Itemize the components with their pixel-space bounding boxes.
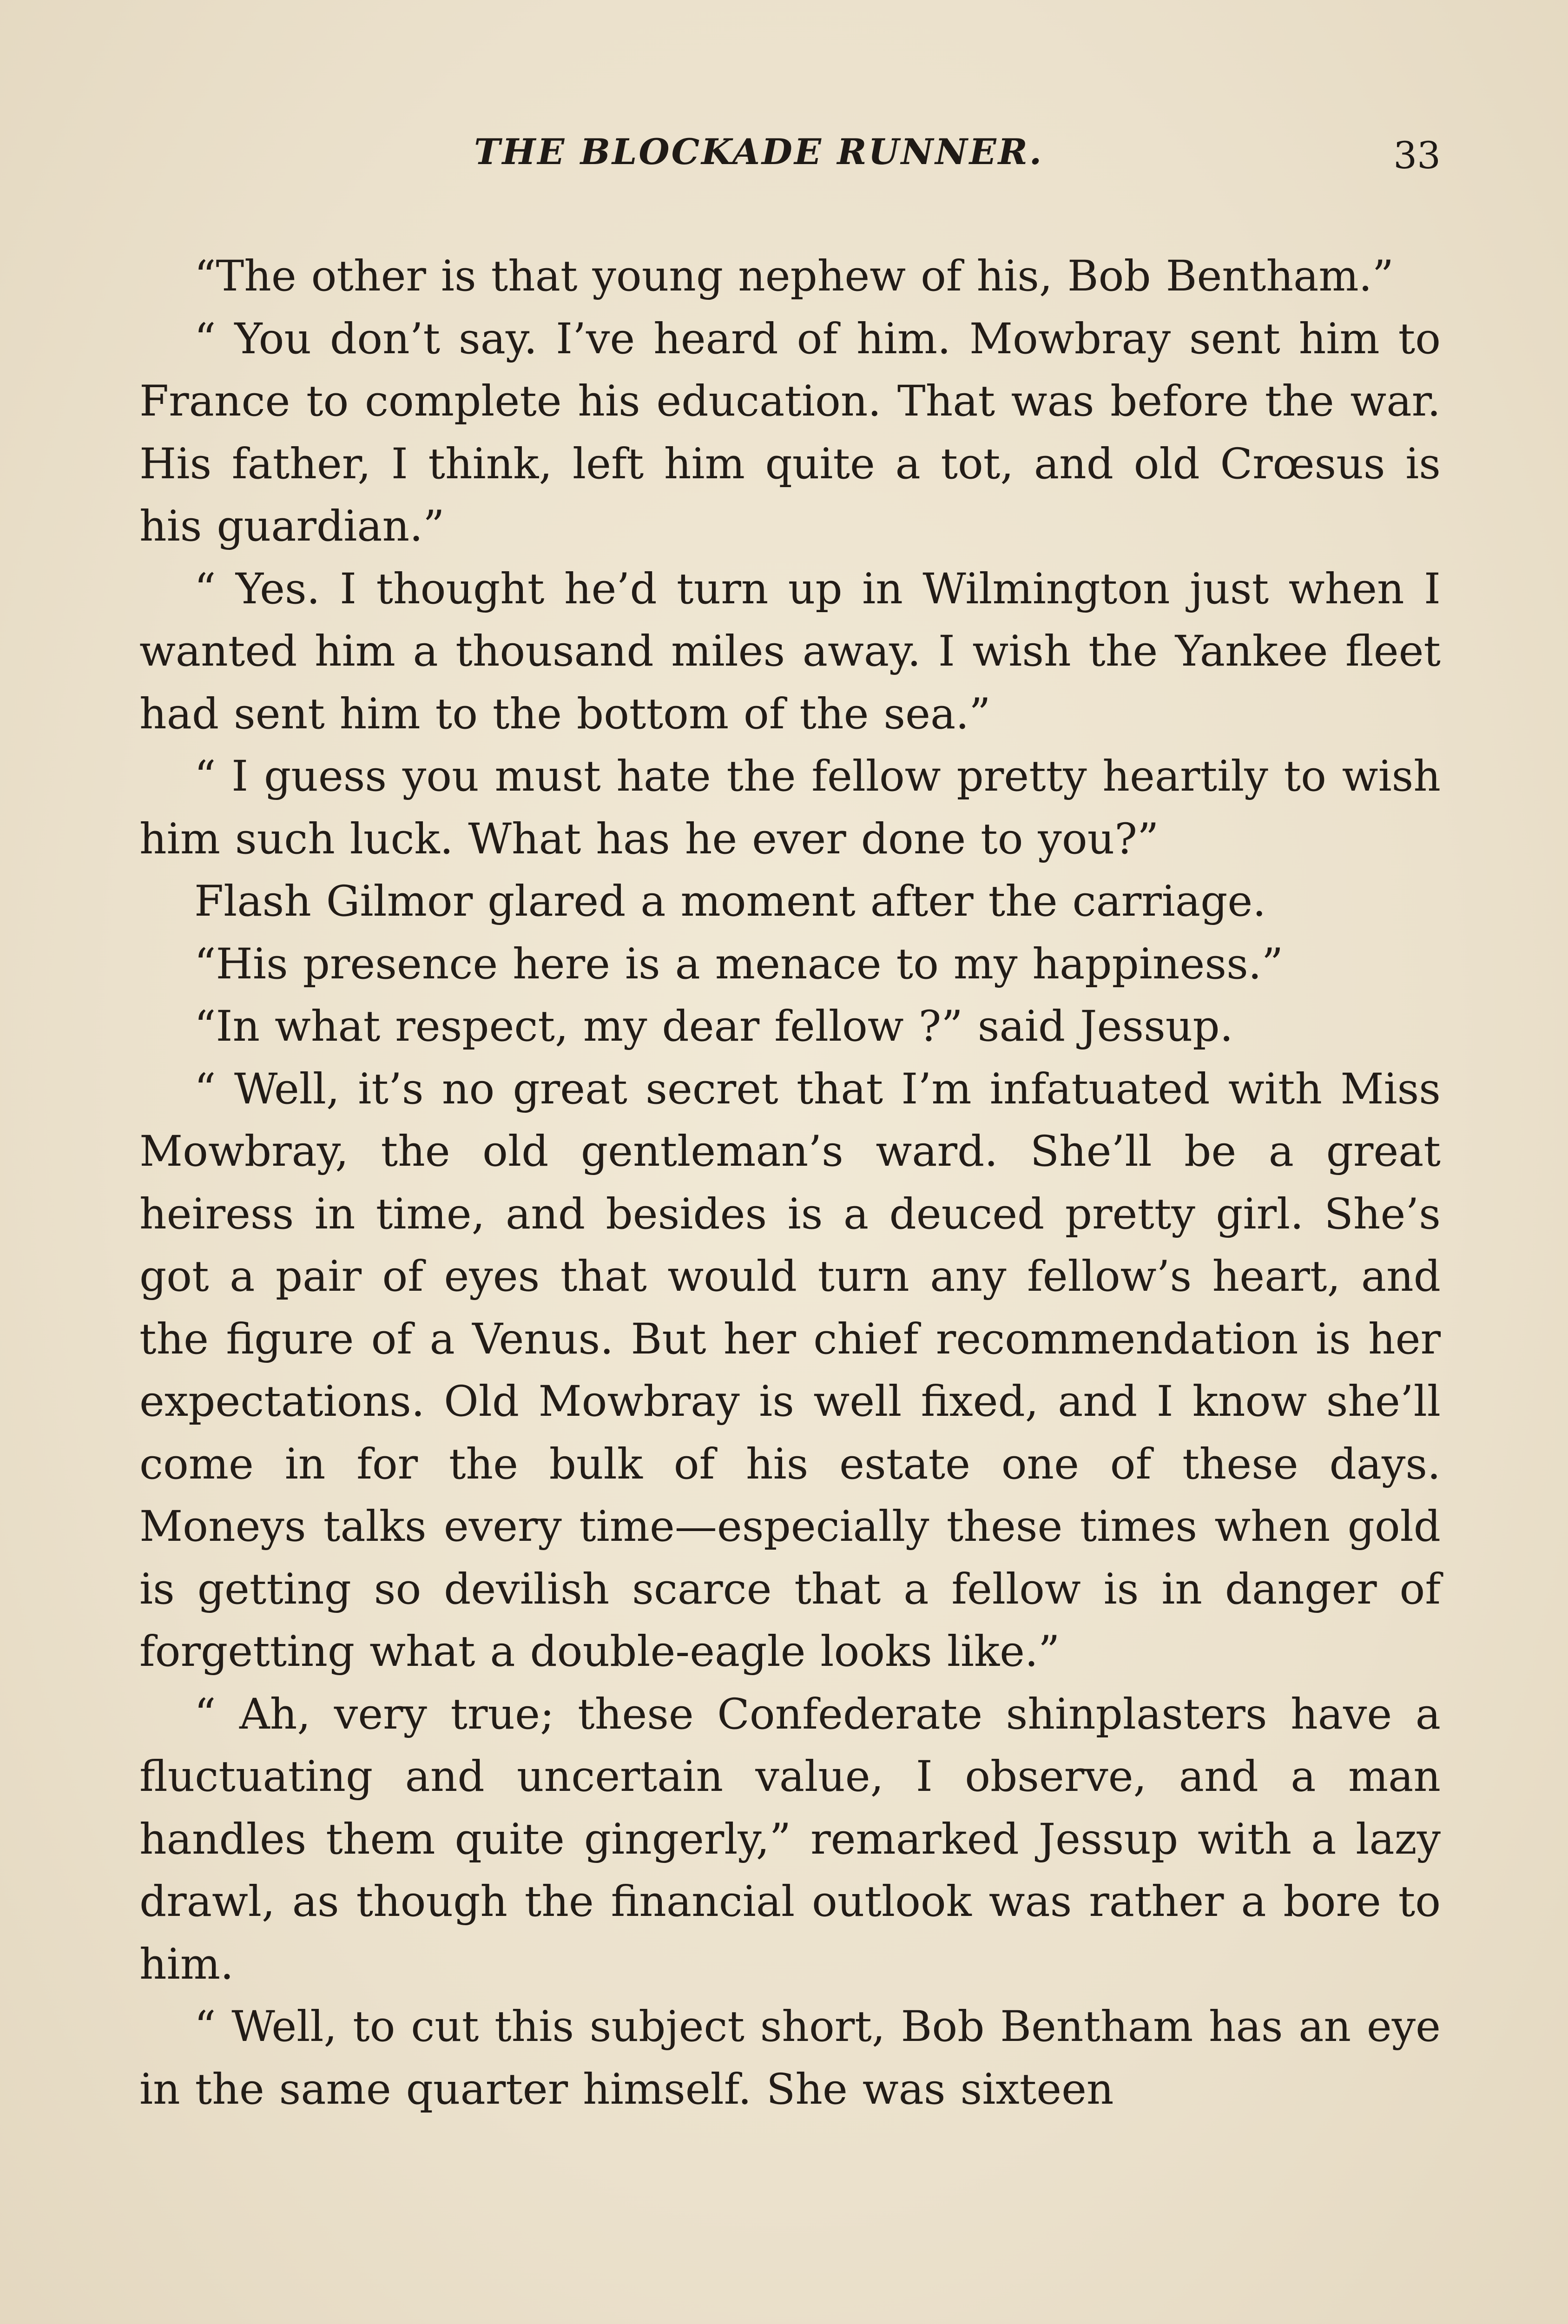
paragraph: “ Well, to cut this subject short, Bob Bentham has an eye in the same quarter himself. She was sixteen [139,2002,1441,2114]
page-header [139,131,1441,196]
paragraph: “ I guess you must hate the fellow pretty heartily to wish him such luck. What has he ever done to you?” [139,752,1441,864]
paragraph: “ Yes. I thought he’d turn up in Wilmington just when I wanted him a thousand miles away. I wish the Yankee fleet had sent him to the bottom of the sea.” [139,564,1441,739]
page-number: 33 [1393,134,1441,177]
paragraph: “The other is that young nephew of his, Bob Bentham.” [194,252,1394,301]
paragraph: Flash Gilmor glared a moment after the carriage. [194,877,1266,926]
paragraph: “ Well, it’s no great secret that I’m infatuated with Miss Mowbray, the old gentleman’s ward. She’ll be a great heiress in time, and besides is a deuced pretty girl. She’s got a pair of eyes that would turn any fellow’s heart, and the figure of a Venus. But her chief recommendation is her expectations. Old Mowbray is well fixed, and I know she’ll come in for the bulk of his estate one of these days. Moneys talks every time—especially these times when gold is getting so devilish scarce that a fellow is in danger of forgetting what a double-eagle looks like.” [139,1064,1441,1676]
paragraph: “ Ah, very true; these Confederate shinplasters have a fluctuating and uncertain value, I observe, and a man handles them quite gingerly,” remarked Jessup with a lazy drawl, as though the financial outlook was rather a bore to him. [139,1690,1441,1989]
running-title: THE BLOCKADE RUNNER. [474,131,1044,172]
paragraph: “In what respect, my dear fellow ?” said Jessup. [194,1002,1233,1051]
body-text [139,245,1441,2121]
paragraph: “His presence here is a menace to my happiness.” [194,939,1284,989]
paragraph: “ You don’t say. I’ve heard of him. Mowbray sent him to France to complete his education. That was before the war. His father, I think, left him quite a tot, and old Crœsus is his guardian.” [139,314,1441,551]
